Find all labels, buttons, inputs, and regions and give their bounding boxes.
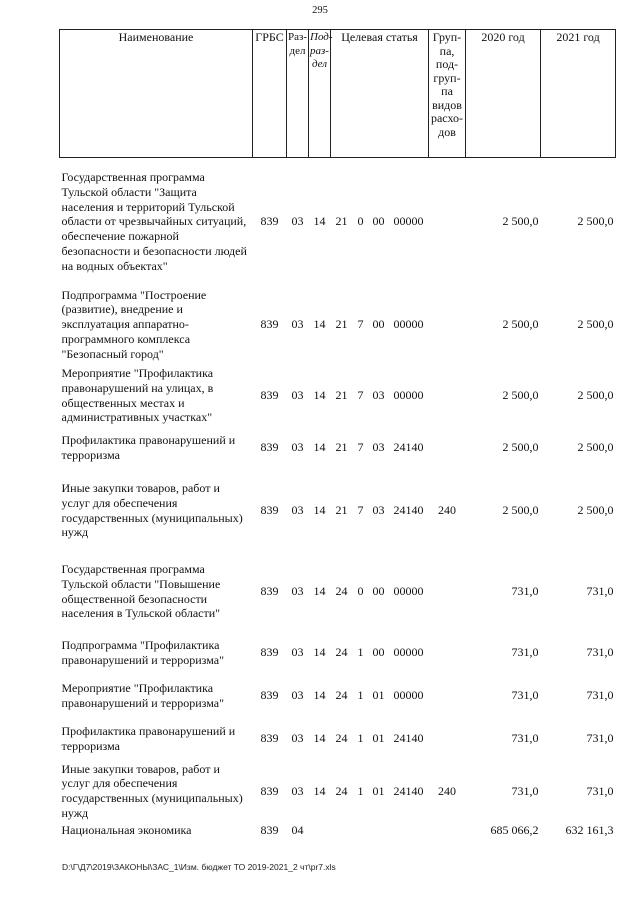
header-grbs: ГРБС — [253, 30, 287, 158]
table-row — [60, 468, 616, 554]
budget-table — [59, 29, 616, 840]
table-row — [60, 762, 616, 821]
cell-pr: 14 — [313, 317, 326, 332]
cell-t3: 01 — [372, 783, 385, 798]
cell-y2021: 2 500,0 — [577, 214, 614, 229]
cell-t2: 1 — [357, 783, 364, 798]
table-row — [60, 554, 616, 630]
cell-name: Государственная программа Тульской области "Повышение общественной безопасности населения в Тульской области" — [61, 561, 221, 621]
cell-y2021: 2 500,0 — [577, 503, 614, 518]
cell-t3: 00 — [372, 317, 385, 332]
table-row — [60, 364, 616, 428]
cell-t4: 24140 — [393, 440, 424, 455]
cell-t3: 00 — [372, 584, 385, 599]
cell-y2020: 731,0 — [511, 645, 539, 660]
cell-t2: 0 — [357, 584, 364, 599]
cell-t2: 7 — [357, 440, 364, 455]
cell-grbs: 839 — [260, 822, 279, 837]
cell-t1: 21 — [335, 503, 348, 518]
cell-y2021: 731,0 — [586, 731, 614, 746]
cell-t1: 21 — [335, 214, 348, 229]
cell-t1: 24 — [335, 688, 348, 703]
cell-y2021: 731,0 — [586, 645, 614, 660]
cell-t3: 01 — [372, 688, 385, 703]
cell-grbs: 839 — [260, 584, 279, 599]
cell-rz: 03 — [291, 688, 304, 703]
cell-t4: 00000 — [393, 317, 424, 332]
table-row — [60, 821, 616, 840]
cell-y2021: 632 161,3 — [565, 822, 614, 837]
cell-name: Профилактика правонарушений и терроризма — [61, 432, 236, 462]
cell-t2: 1 — [357, 645, 364, 660]
cell-rz: 03 — [291, 388, 304, 403]
cell-vr — [429, 286, 466, 364]
cell-t1: 21 — [335, 440, 348, 455]
cell-pr: 14 — [313, 388, 326, 403]
cell-y2020: 2 500,0 — [502, 503, 539, 518]
cell-t2: 1 — [357, 731, 364, 746]
cell-rz: 03 — [291, 214, 304, 229]
cell-pr: 14 — [313, 503, 326, 518]
header-2020: 2020 год — [466, 30, 541, 158]
page-number: 295 — [312, 5, 328, 16]
cell-t2: 7 — [357, 503, 364, 518]
cell-y2021: 731,0 — [586, 688, 614, 703]
cell-t4: 24140 — [393, 503, 424, 518]
cell-t4 — [389, 821, 429, 840]
cell-name: Иные закупки товаров, работ и услуг для обеспечения государственных (муниципальных) нужд — [61, 480, 243, 540]
cell-vr — [429, 554, 466, 630]
table-header-row — [60, 30, 616, 158]
cell-t3: 00 — [372, 214, 385, 229]
cell-grbs: 839 — [260, 317, 279, 332]
cell-vr: 240 — [438, 783, 457, 798]
table-row — [60, 716, 616, 762]
cell-grbs: 839 — [260, 214, 279, 229]
cell-name: Подпрограмма "Профилактика правонарушений и терроризма" — [61, 637, 224, 667]
cell-grbs: 839 — [260, 731, 279, 746]
cell-vr: 240 — [438, 503, 457, 518]
cell-vr — [429, 716, 466, 762]
cell-rz: 03 — [291, 440, 304, 455]
cell-t3: 03 — [372, 388, 385, 403]
cell-grbs: 839 — [260, 645, 279, 660]
cell-t4: 24140 — [393, 731, 424, 746]
cell-t3: 00 — [372, 645, 385, 660]
cell-name: Подпрограмма "Построение (развитие), внедрение и эксплуатация аппаратно-программного комплекса "Безопасный город" — [61, 287, 207, 361]
cell-y2021: 2 500,0 — [577, 388, 614, 403]
cell-y2020: 2 500,0 — [502, 388, 539, 403]
cell-pr: 14 — [313, 731, 326, 746]
cell-rz: 03 — [291, 645, 304, 660]
cell-name: Профилактика правонарушений и терроризма — [61, 723, 236, 753]
cell-t1 — [331, 821, 353, 840]
table-row — [60, 158, 616, 286]
cell-grbs: 839 — [260, 503, 279, 518]
cell-vr — [429, 364, 466, 428]
header-name: Наименование — [60, 30, 253, 158]
cell-t4: 00000 — [393, 388, 424, 403]
cell-vr — [429, 676, 466, 716]
cell-rz: 03 — [291, 503, 304, 518]
cell-grbs: 839 — [260, 440, 279, 455]
table-row — [60, 630, 616, 676]
cell-t3: 01 — [372, 731, 385, 746]
cell-pr: 14 — [313, 645, 326, 660]
cell-y2020: 731,0 — [511, 731, 539, 746]
cell-grbs: 839 — [260, 388, 279, 403]
cell-y2020: 731,0 — [511, 783, 539, 798]
cell-y2021: 731,0 — [586, 584, 614, 599]
cell-vr — [429, 158, 466, 286]
cell-t4: 00000 — [393, 214, 424, 229]
cell-y2021: 2 500,0 — [577, 440, 614, 455]
cell-name: Иные закупки товаров, работ и услуг для обеспечения государственных (муниципальных) нужд — [61, 761, 243, 820]
cell-t2: 0 — [357, 214, 364, 229]
cell-grbs: 839 — [260, 783, 279, 798]
cell-t4: 00000 — [393, 584, 424, 599]
cell-grbs: 839 — [260, 688, 279, 703]
cell-y2021: 731,0 — [586, 783, 614, 798]
cell-name: Национальная экономика — [61, 822, 192, 837]
cell-pr: 14 — [313, 783, 326, 798]
cell-t2: 1 — [357, 688, 364, 703]
cell-y2020: 731,0 — [511, 688, 539, 703]
cell-t4: 00000 — [393, 688, 424, 703]
cell-pr — [309, 821, 331, 840]
table-row — [60, 286, 616, 364]
cell-t3 — [369, 821, 389, 840]
header-expense-group: Груп-па, под-груп-па видов расхо-дов — [429, 30, 466, 158]
header-podrazdel: Под-раз-дел — [309, 30, 331, 158]
cell-t1: 24 — [335, 645, 348, 660]
cell-rz: 04 — [291, 822, 304, 837]
cell-vr — [429, 821, 466, 840]
cell-t1: 24 — [335, 584, 348, 599]
cell-pr: 14 — [313, 688, 326, 703]
cell-t1: 21 — [335, 317, 348, 332]
cell-t2: 7 — [357, 317, 364, 332]
cell-vr — [429, 630, 466, 676]
cell-y2020: 2 500,0 — [502, 317, 539, 332]
cell-rz: 03 — [291, 731, 304, 746]
cell-y2020: 685 066,2 — [490, 822, 539, 837]
cell-y2020: 731,0 — [511, 584, 539, 599]
cell-t3: 03 — [372, 503, 385, 518]
cell-t4: 24140 — [393, 783, 424, 798]
table-row — [60, 676, 616, 716]
cell-y2020: 2 500,0 — [502, 440, 539, 455]
header-target-article: Целевая статья — [331, 30, 429, 158]
cell-pr: 14 — [313, 440, 326, 455]
cell-t2: 7 — [357, 388, 364, 403]
cell-y2021: 2 500,0 — [577, 317, 614, 332]
cell-rz: 03 — [291, 317, 304, 332]
cell-pr: 14 — [313, 584, 326, 599]
file-path-footer: D:\Г\Д7\2019\ЗАКОНЫ\ЗАС_1\Изм. бюджет ТО 2019-2021_2 чт\pr7.xls — [62, 862, 336, 872]
cell-t1: 21 — [335, 388, 348, 403]
cell-t1: 24 — [335, 731, 348, 746]
cell-pr: 14 — [313, 214, 326, 229]
cell-t3: 03 — [372, 440, 385, 455]
cell-t1: 24 — [335, 783, 348, 798]
cell-name: Государственная программа Тульской области "Защита населения и территорий Тульской области от чрезвычайных ситуаций, обеспечение пожарной безопасности и безопасности людей на водных объектах" — [61, 169, 247, 273]
cell-y2020: 2 500,0 — [502, 214, 539, 229]
table-row — [60, 428, 616, 468]
cell-rz: 03 — [291, 584, 304, 599]
cell-name: Мероприятие "Профилактика правонарушений на улицах, в общественных местах и административных участках" — [61, 365, 214, 425]
header-razdel: Раз-дел — [287, 30, 309, 158]
header-2021: 2021 год — [541, 30, 616, 158]
cell-rz: 03 — [291, 783, 304, 798]
cell-name: Мероприятие "Профилактика правонарушений и терроризма" — [61, 680, 224, 710]
cell-t2 — [353, 821, 369, 840]
cell-vr — [429, 428, 466, 468]
cell-t4: 00000 — [393, 645, 424, 660]
